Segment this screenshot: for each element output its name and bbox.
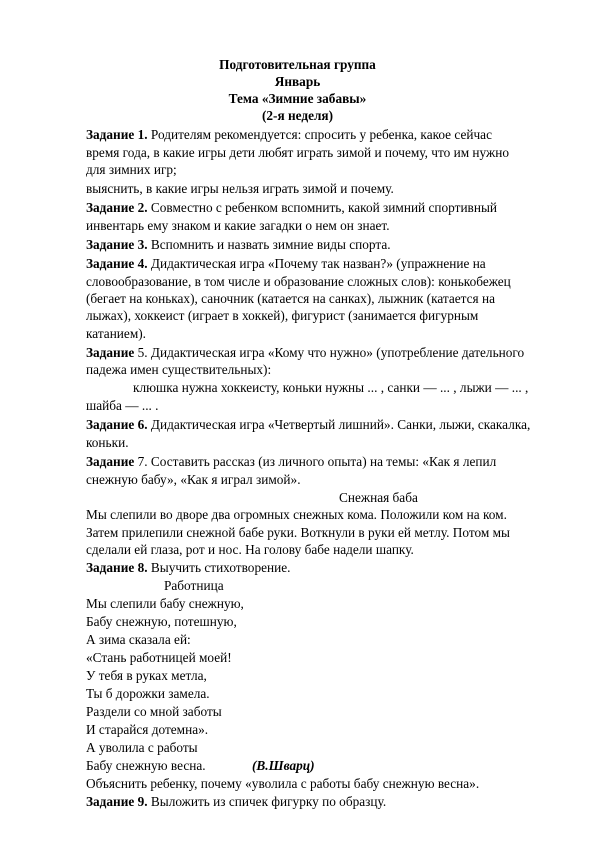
task1-line3: для зимних игр; bbox=[86, 162, 177, 177]
task4-line3: (бегает на коньках), саночник (катается на санках), лыжник (катается на bbox=[86, 291, 496, 306]
task5-line4: шайба — ... . bbox=[86, 398, 159, 413]
header-group: Подготовительная группа bbox=[219, 57, 376, 72]
task8-note: Объяснить ребенку, почему «уволила с работы бабу снежную весна». bbox=[86, 776, 480, 791]
story-line3: сделали ей глаза, рот и нос. На голову бабе надели шапку. bbox=[86, 542, 414, 557]
task2-line1 bbox=[86, 199, 497, 216]
task9-text1: Выложить из спичек фигурку по образцу. bbox=[147, 794, 387, 809]
task1-line1 bbox=[86, 126, 492, 143]
task5-line1 bbox=[86, 344, 524, 361]
poem-line7: Раздели со мной заботы bbox=[86, 704, 222, 719]
task5-line3: клюшка нужна хоккеисту, коньки нужны ... , санки — ... , лыжи — ... , bbox=[133, 380, 529, 395]
task5-line2: падежа имен существительных): bbox=[86, 362, 272, 377]
task2-label: Задание 2. bbox=[86, 200, 148, 215]
poem-line3: А зима сказала ей: bbox=[86, 632, 191, 647]
task4-line2: словообразование, в том числе и образование сложных слов): конькобежец bbox=[86, 274, 511, 289]
task4-text1: Дидактическая игра «Почему так назван?» (упражнение на bbox=[147, 256, 486, 271]
task3-text1: Вспомнить и назвать зимние виды спорта. bbox=[147, 237, 391, 252]
poem-line10: Бабу снежную весна. bbox=[86, 758, 206, 773]
task5-text1: 5. Дидактическая игра «Кому что нужно» (употребление дательного bbox=[134, 345, 525, 360]
task1-line4: выяснить, в какие игры нельзя играть зимой и почему. bbox=[86, 181, 394, 196]
task7-line1 bbox=[86, 453, 496, 470]
poem-title: Работница bbox=[164, 578, 224, 593]
poem-line6: Ты б дорожки замела. bbox=[86, 686, 210, 701]
header-theme: Тема «Зимние забавы» bbox=[228, 91, 367, 106]
task6-line2: коньки. bbox=[86, 435, 129, 450]
task6-text1: Дидактическая игра «Четвертый лишний». Санки, лыжи, скакалка, bbox=[147, 417, 531, 432]
story-line1: Мы слепили во дворе два огромных снежных кома. Положили ком на ком. bbox=[86, 507, 507, 522]
task2-text1: Совместно с ребенком вспомнить, какой зимний спортивный bbox=[147, 200, 498, 215]
task8-label: Задание 8. bbox=[86, 560, 148, 575]
task4-label: Задание 4. bbox=[86, 256, 148, 271]
task1-line2: время года, в какие игры дети любят играть зимой и почему, что им нужно bbox=[86, 145, 509, 160]
task4-line5: катанием). bbox=[86, 326, 146, 341]
story-line2: Затем прилепили снежной бабе руки. Воткнули в руки ей метлу. Потом мы bbox=[86, 525, 510, 540]
poem-line8: И старайся дотемна». bbox=[86, 722, 209, 737]
story-title: Снежная баба bbox=[339, 490, 418, 505]
poem-line2: Бабу снежную, потешную, bbox=[86, 614, 237, 629]
task7-text1: 7. Составить рассказ (из личного опыта) на темы: «Как я лепил bbox=[134, 454, 497, 469]
task7-label: Задание bbox=[86, 454, 135, 469]
task5-label: Задание bbox=[86, 345, 135, 360]
task7-line2: снежную бабу», «Как я играл зимой». bbox=[86, 472, 301, 487]
task3-line1 bbox=[86, 236, 391, 253]
task4-line4: лыжах), хоккеист (играет в хоккей), фигурист (занимается фигурным bbox=[86, 308, 479, 323]
task6-label: Задание 6. bbox=[86, 417, 148, 432]
header-week: (2-я неделя) bbox=[261, 108, 334, 123]
task6-line1 bbox=[86, 416, 530, 433]
task9-line1 bbox=[86, 793, 386, 810]
task2-line2: инвентарь ему знаком и какие загадки о нем он знает. bbox=[86, 218, 390, 233]
task1-label: Задание 1. bbox=[86, 127, 148, 142]
poem-author: (В.Шварц) bbox=[252, 758, 315, 773]
task8-line1 bbox=[86, 559, 290, 576]
task8-text1: Выучить стихотворение. bbox=[147, 560, 291, 575]
task9-label: Задание 9. bbox=[86, 794, 148, 809]
poem-line9: А уволила с работы bbox=[86, 740, 198, 755]
task4-line1 bbox=[86, 255, 486, 272]
header-month: Январь bbox=[274, 74, 321, 89]
task3-label: Задание 3. bbox=[86, 237, 148, 252]
poem-line5: У тебя в руках метла, bbox=[86, 668, 207, 683]
poem-line1: Мы слепили бабу снежную, bbox=[86, 596, 244, 611]
task1-text1: Родителям рекомендуется: спросить у ребенка, какое сейчас bbox=[147, 127, 492, 142]
poem-line4: «Стань работницей моей! bbox=[86, 650, 232, 665]
